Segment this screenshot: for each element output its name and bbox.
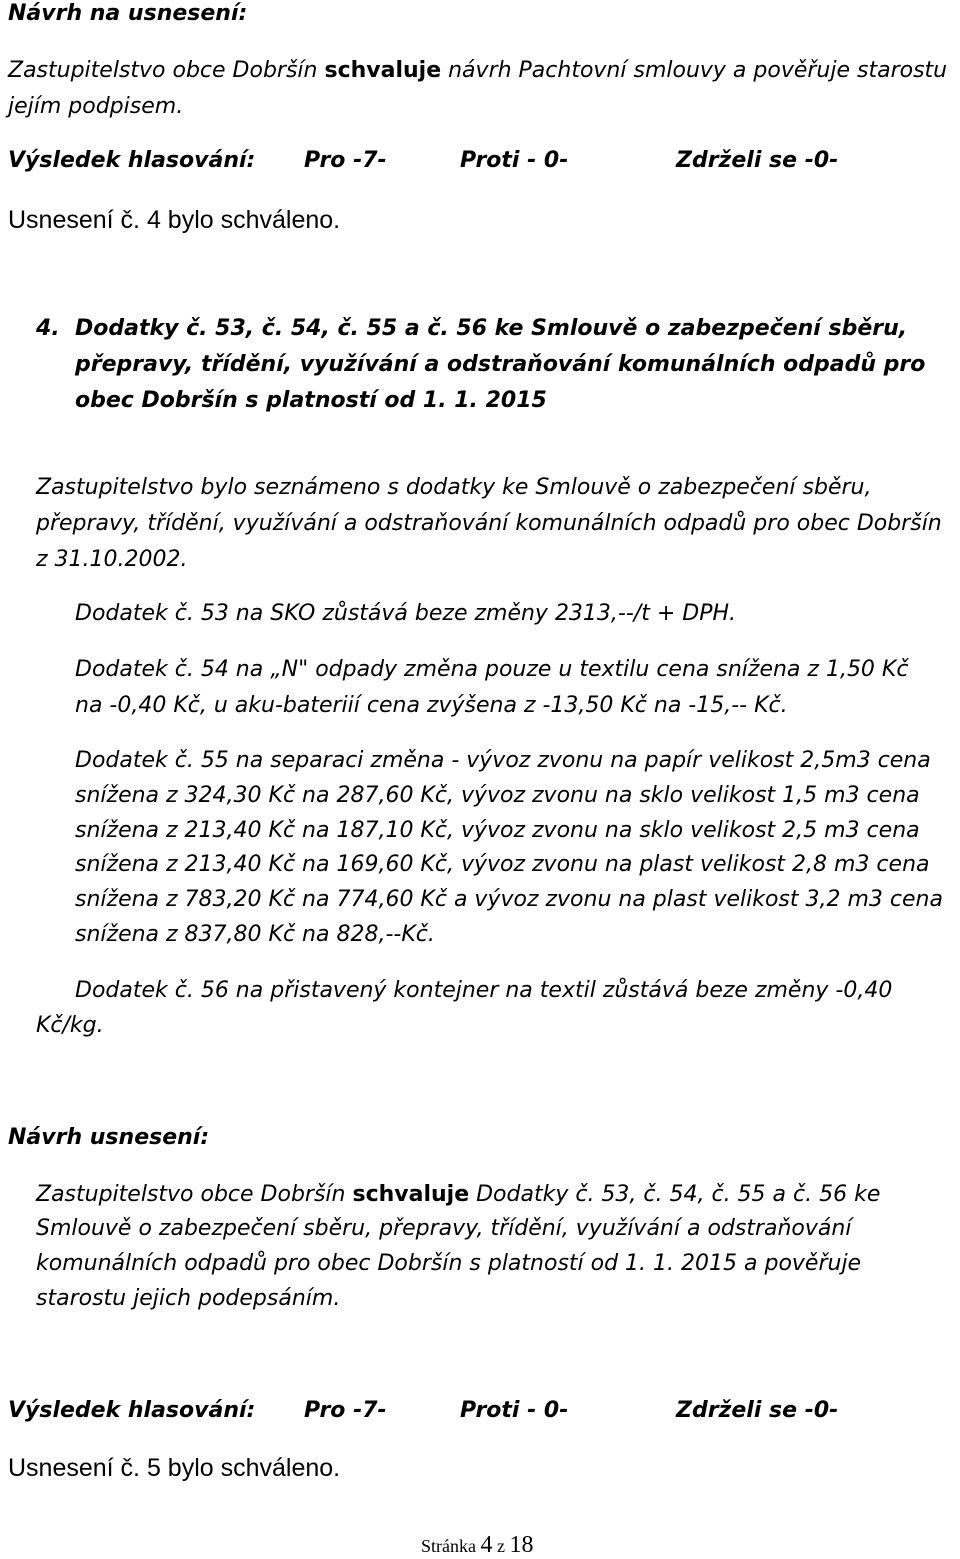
amendment-53: Dodatek č. 53 na SKO zůstává beze změny 2313,--/t + DPH. [75,601,736,626]
resolution-status: Usnesení č. 5 bylo schváleno. [8,1454,341,1482]
vote-proti: Proti - 0- [460,1398,569,1423]
proposal-text-line: jejím podpisem. [8,94,184,119]
amendment-55-line: Dodatek č. 55 na separaci změna - vývoz zvonu na papír velikost 2,5m3 cena [75,748,931,773]
section-number: 4. [36,316,60,341]
approve-keyword: schvaluje [352,1182,470,1207]
vote-label: Výsledek hlasování: [8,148,256,173]
proposal-text-line: Smlouvě o zabezpečení sběru, přepravy, třídění, využívání a odstraňování [36,1216,852,1241]
proposal-text-line: starostu jejich podepsáním. [36,1286,341,1311]
intro-line: Zastupitelstvo bylo seznámeno s dodatky ke Smlouvě o zabezpečení sběru, [36,475,872,500]
approve-keyword: schvaluje [324,58,442,83]
vote-pro: Pro -7- [304,1398,387,1423]
section-heading-line: obec Dobršín s platností od 1. 1. 2015 [75,388,547,413]
section-heading-line: Dodatky č. 53, č. 54, č. 55 a č. 56 ke Smlouvě o zabezpečení sběru, [75,316,908,341]
amendment-55-line: snížena z 783,20 Kč na 774,60 Kč a vývoz zvonu na plast velikost 3,2 m3 cena [75,887,943,912]
page-number: Stránka 4 z 18 [421,1532,534,1558]
vote-label: Výsledek hlasování: [8,1398,256,1423]
proposal-text-line: komunálních odpadů pro obec Dobršín s platností od 1. 1. 2015 a pověřuje [36,1251,862,1276]
amendment-54-line: Dodatek č. 54 na „N" odpady změna pouze u textilu cena snížena z 1,50 Kč [75,657,909,682]
amendment-54-line: na -0,40 Kč, u aku-bateriií cena zvýšena z -13,50 Kč na -15,-- Kč. [75,693,788,718]
vote-zdrzeli: Zdrželi se -0- [676,1398,839,1423]
amendment-55-line: snížena z 324,30 Kč na 287,60 Kč, vývoz zvonu na sklo velikost 1,5 m3 cena [75,783,920,808]
amendment-56-line: Dodatek č. 56 na přistavený kontejner na textil zůstává beze změny -0,40 [75,978,893,1003]
vote-pro: Pro -7- [304,148,387,173]
intro-line: přepravy, třídění, využívání a odstraňování komunálních odpadů pro obec Dobršín [36,511,942,536]
vote-result [8,150,908,176]
amendment-56-line: Kč/kg. [36,1013,104,1038]
vote-result [8,1400,908,1426]
proposal-heading: Návrh na usnesení: [8,1,248,26]
proposal-text-line: Zastupitelstvo obce Dobršín schvaluje návrh Pachtovní smlouvy a pověřuje starostu [8,58,948,83]
amendment-55-line: snížena z 837,80 Kč na 828,--Kč. [75,922,435,947]
proposal-text-line: Zastupitelstvo obce Dobršín schvaluje Dodatky č. 53, č. 54, č. 55 a č. 56 ke [36,1182,881,1207]
proposal-heading: Návrh usnesení: [8,1125,210,1150]
section-heading-line: přepravy, třídění, využívání a odstraňování komunálních odpadů pro [75,352,926,377]
amendment-55-line: snížena z 213,40 Kč na 169,60 Kč, vývoz zvonu na plast velikost 2,8 m3 cena [75,852,930,877]
vote-proti: Proti - 0- [460,148,569,173]
amendment-55-line: snížena z 213,40 Kč na 187,10 Kč, vývoz zvonu na sklo velikost 2,5 m3 cena [75,818,920,843]
resolution-status: Usnesení č. 4 bylo schváleno. [8,206,341,234]
intro-line: z 31.10.2002. [36,547,188,572]
vote-zdrzeli: Zdrželi se -0- [676,148,839,173]
